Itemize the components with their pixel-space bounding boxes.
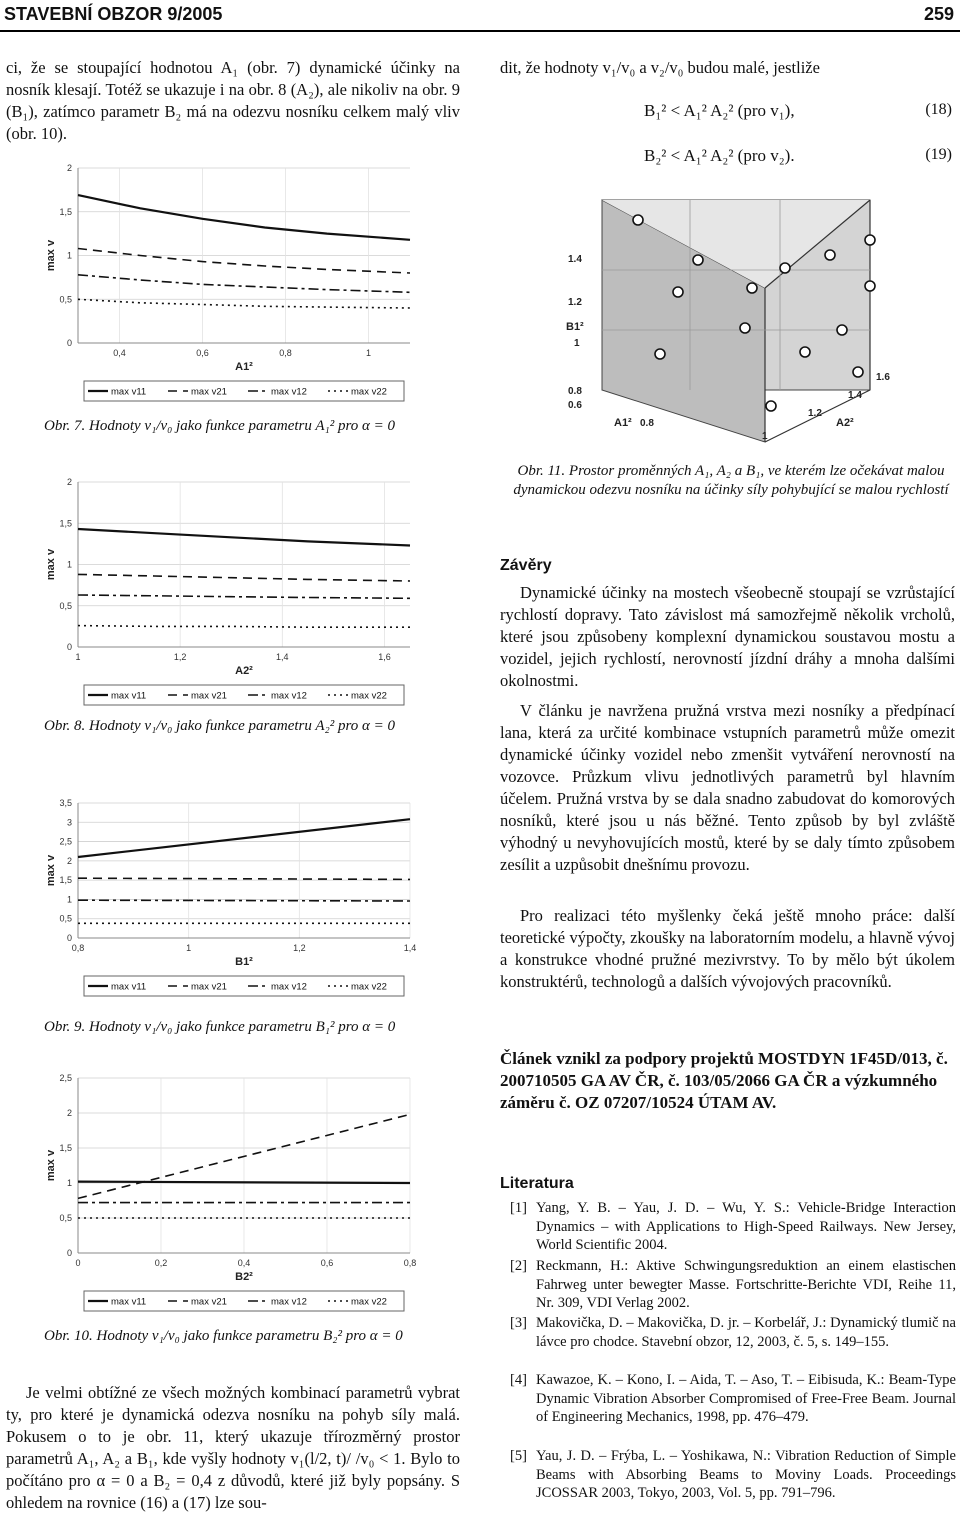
y-tick-label: 2,5 [59,836,72,847]
fig11-ytick-1-4: 1.4 [848,390,862,401]
y-tick-label: 1 [66,1178,72,1188]
fig11-ztick-1-2: 1.2 [568,297,582,308]
x-tick-label: 1 [186,943,192,953]
reference-number: [5] [510,1448,527,1464]
series-line-3 [78,595,410,598]
right-top-paragraph: dit, že hodnoty v₁/v₀ a v₂/v₀ budou malé, jestliže [500,58,820,77]
x-tick-label: 1,2 [173,652,187,662]
reference-number: [1] [510,1200,527,1216]
legend-label: max v22 [351,981,387,993]
scatter-point [673,287,683,297]
legend-label: max v22 [351,1296,387,1308]
y-tick-label: 0,5 [59,913,72,924]
y-tick-label: 2 [66,477,72,487]
y-tick-label: 2 [66,1108,72,1118]
reference-item-5 [510,1447,956,1503]
legend-label: max v22 [351,690,387,702]
y-axis-label: max v [45,239,57,272]
y-tick-label: 1,5 [59,518,72,529]
reference-item-1 [510,1199,956,1255]
legend-label: max v21 [191,386,227,398]
y-tick-label: 0 [66,1248,72,1258]
figure-10-chart [40,1070,420,1315]
conclusions-paragraph-3: Pro realizaci této myšlenky čeká ještě mnoho práce: další teoretické výpočty, zkoušky na laboratorním modelu, a hlavně vývoj a konstrukce vhodné pružné mezivrstvy. To by mělo být úkolem konstruktérů, technologů a dalších vývojových pracovníků. [500,906,955,991]
y-tick-label: 1 [66,559,72,570]
equation-19-number: (19) [925,146,952,163]
page-header [0,0,960,32]
x-tick-label: 0,6 [320,1258,334,1268]
reference-item-3 [510,1314,956,1351]
x-axis-label: B2² [235,1271,253,1283]
y-axis-label: max v [45,854,57,887]
figure-7-caption: Obr. 7. Hodnoty v₁/v₀ jako funkce parametru A₁² pro α = 0 [44,418,396,434]
reference-number: [4] [510,1372,527,1388]
page-number: 259 [923,4,954,24]
series-line-1 [78,529,410,546]
scatter-point [837,325,847,335]
reference-number: [2] [510,1258,527,1274]
x-tick-label: 0,8 [279,348,292,358]
series-line-3 [78,900,410,901]
x-tick-label: 1,6 [378,652,391,662]
fig11-xtick-1: 1 [762,431,768,442]
series-line-1 [78,1182,410,1183]
left-top-paragraph: ci, že se stoupající hodnotou A₁ (obr. 7) dynamické účinky na nosník klesají. Totéž se ukazuje i na obr. 8 (A₂), ale nikoliv na obr. 9 (B₁), zatímco parametr B₂ má na odezvu nosníku celkem malý vliv (obr. 10). [6,58,460,143]
journal-title: STAVEBNÍ OBZOR 9/2005 [4,4,223,24]
scatter-point [747,283,757,293]
x-tick-label: 0,2 [154,1258,168,1268]
fig11-ylabel: A2² [836,417,854,429]
conclusions-heading: Závěry [500,557,552,574]
literature-heading: Literatura [500,1175,574,1192]
x-tick-label: 0,6 [196,348,209,358]
y-tick-label: 0,5 [59,294,72,305]
x-tick-label: 0,8 [403,1258,417,1268]
scatter-point [865,235,875,245]
y-tick-label: 1,5 [59,875,72,886]
scatter-point [780,263,790,273]
x-axis-label: B1² [235,956,253,968]
equation-18: B₁² < A₁² A₂² (pro v₁), [644,101,795,120]
figure-10-caption: Obr. 10. Hodnoty v₁/v₀ jako funkce parametru B₂² pro α = 0 [44,1328,403,1344]
y-tick-label: 0,5 [59,600,72,611]
legend-label: max v12 [271,1296,307,1308]
x-tick-label: 0,4 [237,1258,251,1268]
fig11-ytick-1-2: 1.2 [808,408,822,419]
x-tick-label: 0 [75,1258,81,1268]
fig11-ztick-0-8: 0.8 [568,386,582,397]
acknowledgement: Článek vznikl za podpory projektů MOSTDYN 1F45D/013, č. 200710505 GA AV ČR, č. 103/05/2066 GA ČR a výzkumného záměru č. OZ 07207/10524 ÚTAM AV. [500,1049,948,1112]
series-line-4 [78,299,410,308]
fig11-xtick-0-8: 0.8 [640,418,654,429]
scatter-point [693,255,703,265]
x-tick-label: 0,4 [113,348,126,358]
x-axis-label: A2² [235,665,253,677]
x-axis-label: A1² [235,361,253,373]
fig11-ytick-1-6: 1.6 [876,372,890,383]
series-line-2 [78,574,410,581]
reference-text: Makovička, D. – Makovička, D. jr. – Korbelář, J.: Dynamický tlumič na lávce pro chodce. Stavební obzor, 12, 2003, č. 5, s. 149–155. [536,1315,956,1350]
y-tick-label: 2 [66,163,72,173]
series-line-1 [78,819,410,857]
reference-item-4 [510,1371,956,1427]
series-line-3 [78,275,410,293]
equation-18-number: (18) [925,101,952,118]
equation-19: B₂² < A₁² A₂² (pro v₂). [644,146,795,165]
series-line-1 [78,195,410,240]
reference-text: Kawazoe, K. – Kono, I. – Aida, T. – Aso, T. – Eibisuda, K.: Beam-Type Dynamic Vibration Absorber Compromised of Free-Free Beam. Journal of Engineering Mechanics, 1998, pp. 476–479. [536,1372,956,1425]
fig11-zlabel: B1² [566,321,584,333]
reference-text: Reckmann, H.: Aktive Schwingungsreduktion an einem elastischen Fahrweg unter bewegter Masse. Fortschritte-Berichte VDI, Reihe 11, Nr. 309, VDI Verlag 2002. [536,1258,956,1311]
fig11-xlabel: A1² [614,417,632,429]
scatter-point [740,323,750,333]
scatter-point [800,347,810,357]
x-tick-label: 1,2 [293,943,306,953]
scatter-point [825,250,835,260]
legend-label: max v11 [111,690,147,702]
figure-9-caption: Obr. 9. Hodnoty v₁/v₀ jako funkce parametru B₁² pro α = 0 [44,1019,396,1035]
conclusions-paragraph-1: Dynamické účinky na mostech všeobecně stoupají se vzrůstající rychlostí dopravy. Tato závislost má samozřejmě několik vrcholů, které jsou způsobeny komplexní dynamickou soustavou mostu a vozidel, jejich rychlostí, nerovností jízdní dráhy a mnoha dalšími okolnostmi. [500,583,955,690]
legend-label: max v11 [111,386,147,398]
x-tick-label: 1,4 [403,943,417,953]
legend-label: max v12 [271,690,307,702]
y-axis-label: max v [45,1149,57,1182]
y-tick-label: 3,5 [59,798,72,808]
y-tick-label: 0,5 [59,1213,72,1223]
y-tick-label: 1,5 [59,1143,72,1153]
reference-item-2 [510,1257,956,1313]
conclusions-paragraph-2: V článku je navržena pružná vrstva mezi nosníky a předpínací lana, která za určité kombinace vstupních parametrů může omezit dynamické účinky vozidel nebo zmenšit vytváření nerovností na vozovce. Průzkum vlivu jednotlivých parametrů byl hlavním účelem. Pružná vrstva by se dala snadno zabudovat do komorových nosníků, které jsou u nás běžné. Tento způsob by byl zvláště výhodný u nevyhovujících mostů, které by se daly tímto způsobem zesílit a uzpůsobit dnešnímu provozu. [500,701,955,874]
fig11-xtick-0-6: 0.6 [568,400,582,411]
legend-label: max v21 [191,1296,227,1308]
y-tick-label: 3 [66,817,72,828]
left-bottom-paragraph: Je velmi obtížné ze všech možných kombinací parametrů vybrat ty, pro které je dynamická odezva nosníku na pohyb síly malá. Pokusem o to je obr. 11, který ukazuje třírozměrný prostor parametrů A₁, A₂ a B₁, kde vyšly hodnoty v₁(l/2, t)/ /v₀ < 1. Bylo to počítáno pro α = 0 a B₂ = 0,4 z důvodů, které již byly popsány. S ohledem na rovnice (16) a (17) lze sou- [6,1383,460,1512]
y-tick-label: 2 [66,855,72,866]
x-tick-label: 1,4 [276,652,289,662]
y-tick-label: 1 [66,894,72,905]
y-tick-label: 0 [66,933,72,943]
scatter-point [853,367,863,377]
legend-label: max v22 [351,386,387,398]
y-tick-label: 0 [66,642,72,652]
y-tick-label: 2,5 [59,1073,72,1083]
scatter-point [865,281,875,291]
series-line-2 [78,878,410,879]
figure-11-caption: Obr. 11. Prostor proměnných A₁, A₂ a B₁, ve kterém lze očekávat malou dynamickou odezvu nosníku na účinky síly pohybující se malou rychlostí [513,463,949,498]
reference-number: [3] [510,1315,527,1331]
legend-label: max v12 [271,386,307,398]
series-line-4 [78,626,410,628]
legend-label: max v11 [111,1296,147,1308]
figure-9-chart [40,795,420,1000]
figure-8-caption: Obr. 8. Hodnoty v₁/v₀ jako funkce parametru A₂² pro α = 0 [44,718,396,734]
figure-8-chart [40,474,420,709]
fig11-ztick-1-4: 1.4 [568,254,582,265]
y-tick-label: 1 [66,250,72,261]
legend-label: max v21 [191,981,227,993]
legend-label: max v11 [111,981,147,993]
figure-11-chart [540,180,940,445]
scatter-point [633,215,643,225]
legend-label: max v21 [191,690,227,702]
reference-text: Yang, Y. B. – Yau, J. D. – Wu, Y. S.: Vehicle-Bridge Interaction Dynamics – with Applications to High-Speed Railways. New Jersey, World Scientific 2004. [536,1200,956,1253]
fig11-ztick-1: 1 [574,338,580,349]
legend-label: max v12 [271,981,307,993]
x-tick-label: 0,8 [71,943,85,953]
y-tick-label: 1,5 [59,206,72,217]
y-tick-label: 0 [66,338,72,348]
x-tick-label: 1 [75,652,81,662]
series-line-2 [78,249,410,274]
x-tick-label: 1 [365,348,372,358]
y-axis-label: max v [45,548,57,581]
scatter-point [655,349,665,359]
reference-text: Yau, J. D. – Frýba, L. – Yoshikawa, N.: Vibration Reduction of Simple Beams with Absorbing Beams to Moviny Loads. Proceedings JCOSSAR 2003, Tokyo, 2003, Vol. 5, pp. 791–796. [536,1448,956,1501]
figure-7-chart [40,160,420,405]
scatter-point [766,401,776,411]
